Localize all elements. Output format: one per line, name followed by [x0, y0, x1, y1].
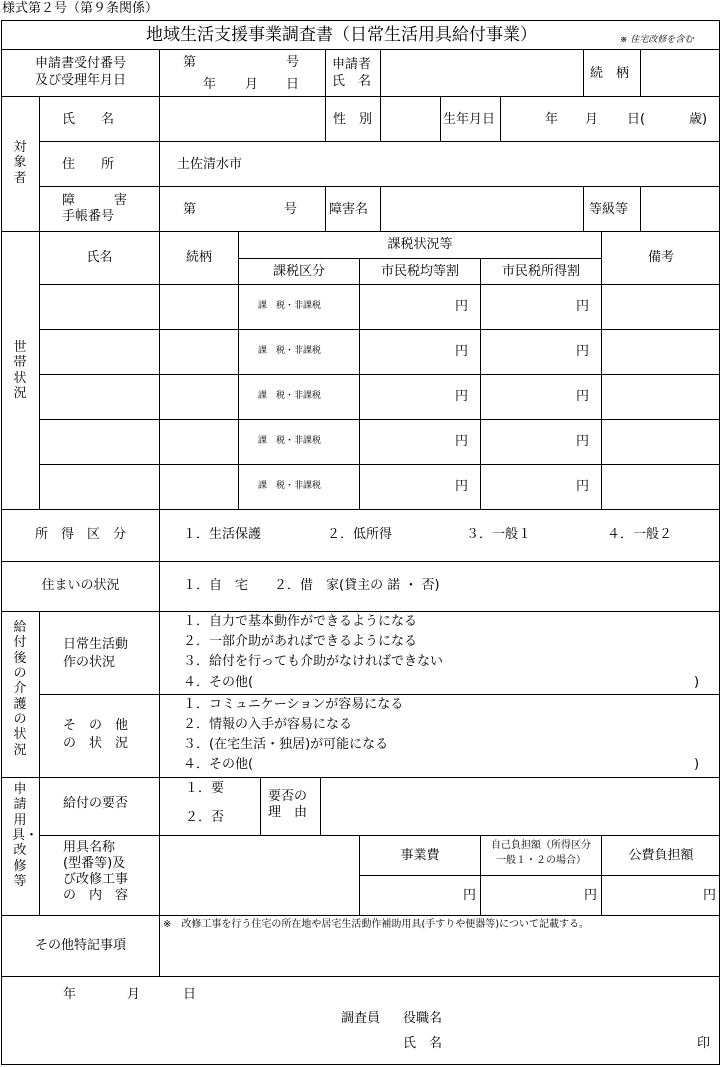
other-label-1: そ の 他	[63, 718, 129, 733]
tax-class-value: 課 税・非課税	[258, 346, 322, 356]
receipt-label-2: 及び受理年月日	[34, 73, 126, 88]
income-yen: 円	[576, 389, 590, 404]
receipt-year: 年	[203, 77, 217, 92]
birth-label: 生年月日	[443, 112, 496, 127]
footer-month: 月	[127, 987, 141, 1002]
investigator-label: 調査員	[341, 1011, 381, 1026]
income-yen: 円	[576, 344, 590, 359]
daily-close-paren: )	[694, 675, 700, 690]
income-yen: 円	[576, 479, 590, 494]
equal-yen: 円	[455, 389, 469, 404]
relation-label: 続 柄	[590, 66, 630, 81]
daily-item-2: ２．一部介助があればできるようになる	[183, 634, 418, 649]
income-option-3: ３．一般１	[466, 527, 532, 542]
applicant-label-1: 申請者	[332, 57, 372, 72]
form-title: 地域生活支援事業調査書（日常生活用具給付事業）	[146, 25, 537, 45]
tax-class-value: 課 税・非課税	[258, 391, 322, 401]
receipt-month: 月	[245, 77, 259, 92]
household-col-income: 市民税所得割	[501, 264, 580, 279]
income-yen: 円	[576, 434, 590, 449]
household-col-relation: 続柄	[185, 250, 212, 265]
tax-class-value: 課 税・非課税	[258, 481, 322, 491]
equal-yen: 円	[455, 344, 469, 359]
tax-class-value: 課 税・非課税	[258, 436, 322, 446]
birth-day: 日(	[627, 112, 646, 127]
handbook-prefix: 第	[183, 202, 197, 217]
subject-section-label: 対象者	[13, 140, 27, 186]
household-col-remarks: 備考	[647, 250, 674, 265]
daily-label-2: 作の状況	[63, 655, 116, 670]
income-option-4: ４．一般２	[607, 527, 673, 542]
equal-yen: 円	[455, 434, 469, 449]
need-yes: １．要	[185, 781, 225, 796]
other-item-2: ２．情報の入手が容易になる	[183, 717, 353, 732]
household-col-tax-status: 課税状況等	[387, 237, 453, 252]
household-col-name: 氏名	[86, 250, 113, 265]
household-col-equal: 市民税均等割	[380, 264, 459, 279]
receipt-day: 日	[286, 77, 300, 92]
applicant-label-2: 氏 名	[332, 74, 372, 89]
form-number: 様式第２号（第９条関係）	[2, 1, 159, 16]
daily-item-3: ３．給付を行っても介助がなければできない	[183, 654, 444, 669]
seal-label: 印	[697, 1036, 711, 1051]
special-note: ※ 改修工事を行う住宅の所在地や居宅生活動作補助用具(手すりや便器等)について記載する。	[163, 919, 589, 930]
birth-year: 年	[545, 112, 559, 127]
cost-yen: 円	[463, 888, 477, 903]
footer-year: 年	[63, 987, 77, 1002]
daily-item-4: ４．その他(	[183, 675, 254, 690]
address-value: 土佐清水市	[177, 157, 243, 172]
age-suffix: 歳)	[689, 112, 708, 127]
other-item-4: ４．その他(	[183, 757, 254, 772]
income-option-2: ２．低所得	[327, 527, 393, 542]
public-label: 公費負担額	[628, 848, 694, 863]
income-yen: 円	[576, 299, 590, 314]
cost-label: 事業費	[400, 848, 440, 863]
address-label: 住 所	[62, 157, 115, 172]
tool-label-4: の 内 容	[63, 888, 129, 903]
handbook-label-1: 障 害	[62, 193, 128, 208]
title-note: ※ 住宅改修を含む	[620, 35, 694, 45]
daily-item-1: １．自力で基本動作ができるようになる	[183, 614, 418, 629]
reason-label-2: 理 由	[268, 805, 308, 820]
tool-label-2: (型番等)及	[63, 856, 126, 871]
care-section-label: 給付後の介護の状況	[13, 620, 27, 758]
other-item-3: ３．(在宅生活・独居)が可能になる	[183, 737, 389, 752]
self-pay-yen: 円	[584, 888, 598, 903]
reason-label-1: 要否の	[268, 789, 308, 804]
other-label-2: の 状 況	[63, 736, 129, 751]
need-no: ２．否	[185, 810, 225, 825]
tool-label-1: 用具名称	[63, 840, 116, 855]
birth-month: 月	[585, 112, 599, 127]
footer-day: 日	[183, 987, 197, 1002]
household-col-tax-class: 課税区分	[272, 264, 325, 279]
tax-class-value: 課 税・非課税	[258, 301, 322, 311]
sex-label: 性 別	[333, 112, 373, 127]
application-section-label: 申請用具・改修等	[12, 782, 39, 889]
name-label: 氏 名	[403, 1036, 443, 1051]
equal-yen: 円	[455, 299, 469, 314]
public-yen: 円	[703, 888, 717, 903]
handbook-label-2: 手帳番号	[62, 209, 115, 224]
position-label: 役職名	[403, 1011, 443, 1026]
housing-label: 住まいの状況	[41, 578, 120, 593]
equal-yen: 円	[455, 479, 469, 494]
tool-label-3: び改修工事	[63, 872, 129, 887]
other-close-paren: )	[694, 757, 700, 772]
subject-name-label: 氏 名	[62, 112, 115, 127]
household-section-label: 世帯状況	[13, 340, 27, 401]
other-item-1: １．コミュニケーションが容易になる	[183, 697, 404, 712]
receipt-label-1: 申請書受付番号	[34, 56, 126, 71]
grade-label: 等級等	[589, 202, 629, 217]
income-option-1: １．生活保護	[183, 527, 262, 542]
self-pay-label-2: 一般１・２の場合）	[496, 855, 586, 866]
daily-label-1: 日常生活動	[63, 637, 129, 652]
disability-name-label: 障害名	[329, 202, 369, 217]
need-label: 給付の要否	[63, 796, 129, 811]
receipt-number-prefix: 第	[183, 55, 197, 70]
income-label: 所 得 区 分	[34, 527, 126, 542]
special-label: その他特記事項	[34, 938, 126, 953]
receipt-number-suffix: 号	[286, 55, 300, 70]
handbook-suffix: 号	[284, 202, 298, 217]
housing-options: １．自 宅 ２．借 家(貸主の 諾 ・ 否)	[183, 578, 440, 593]
self-pay-label-1: 自己負担額（所得区分	[491, 840, 591, 851]
